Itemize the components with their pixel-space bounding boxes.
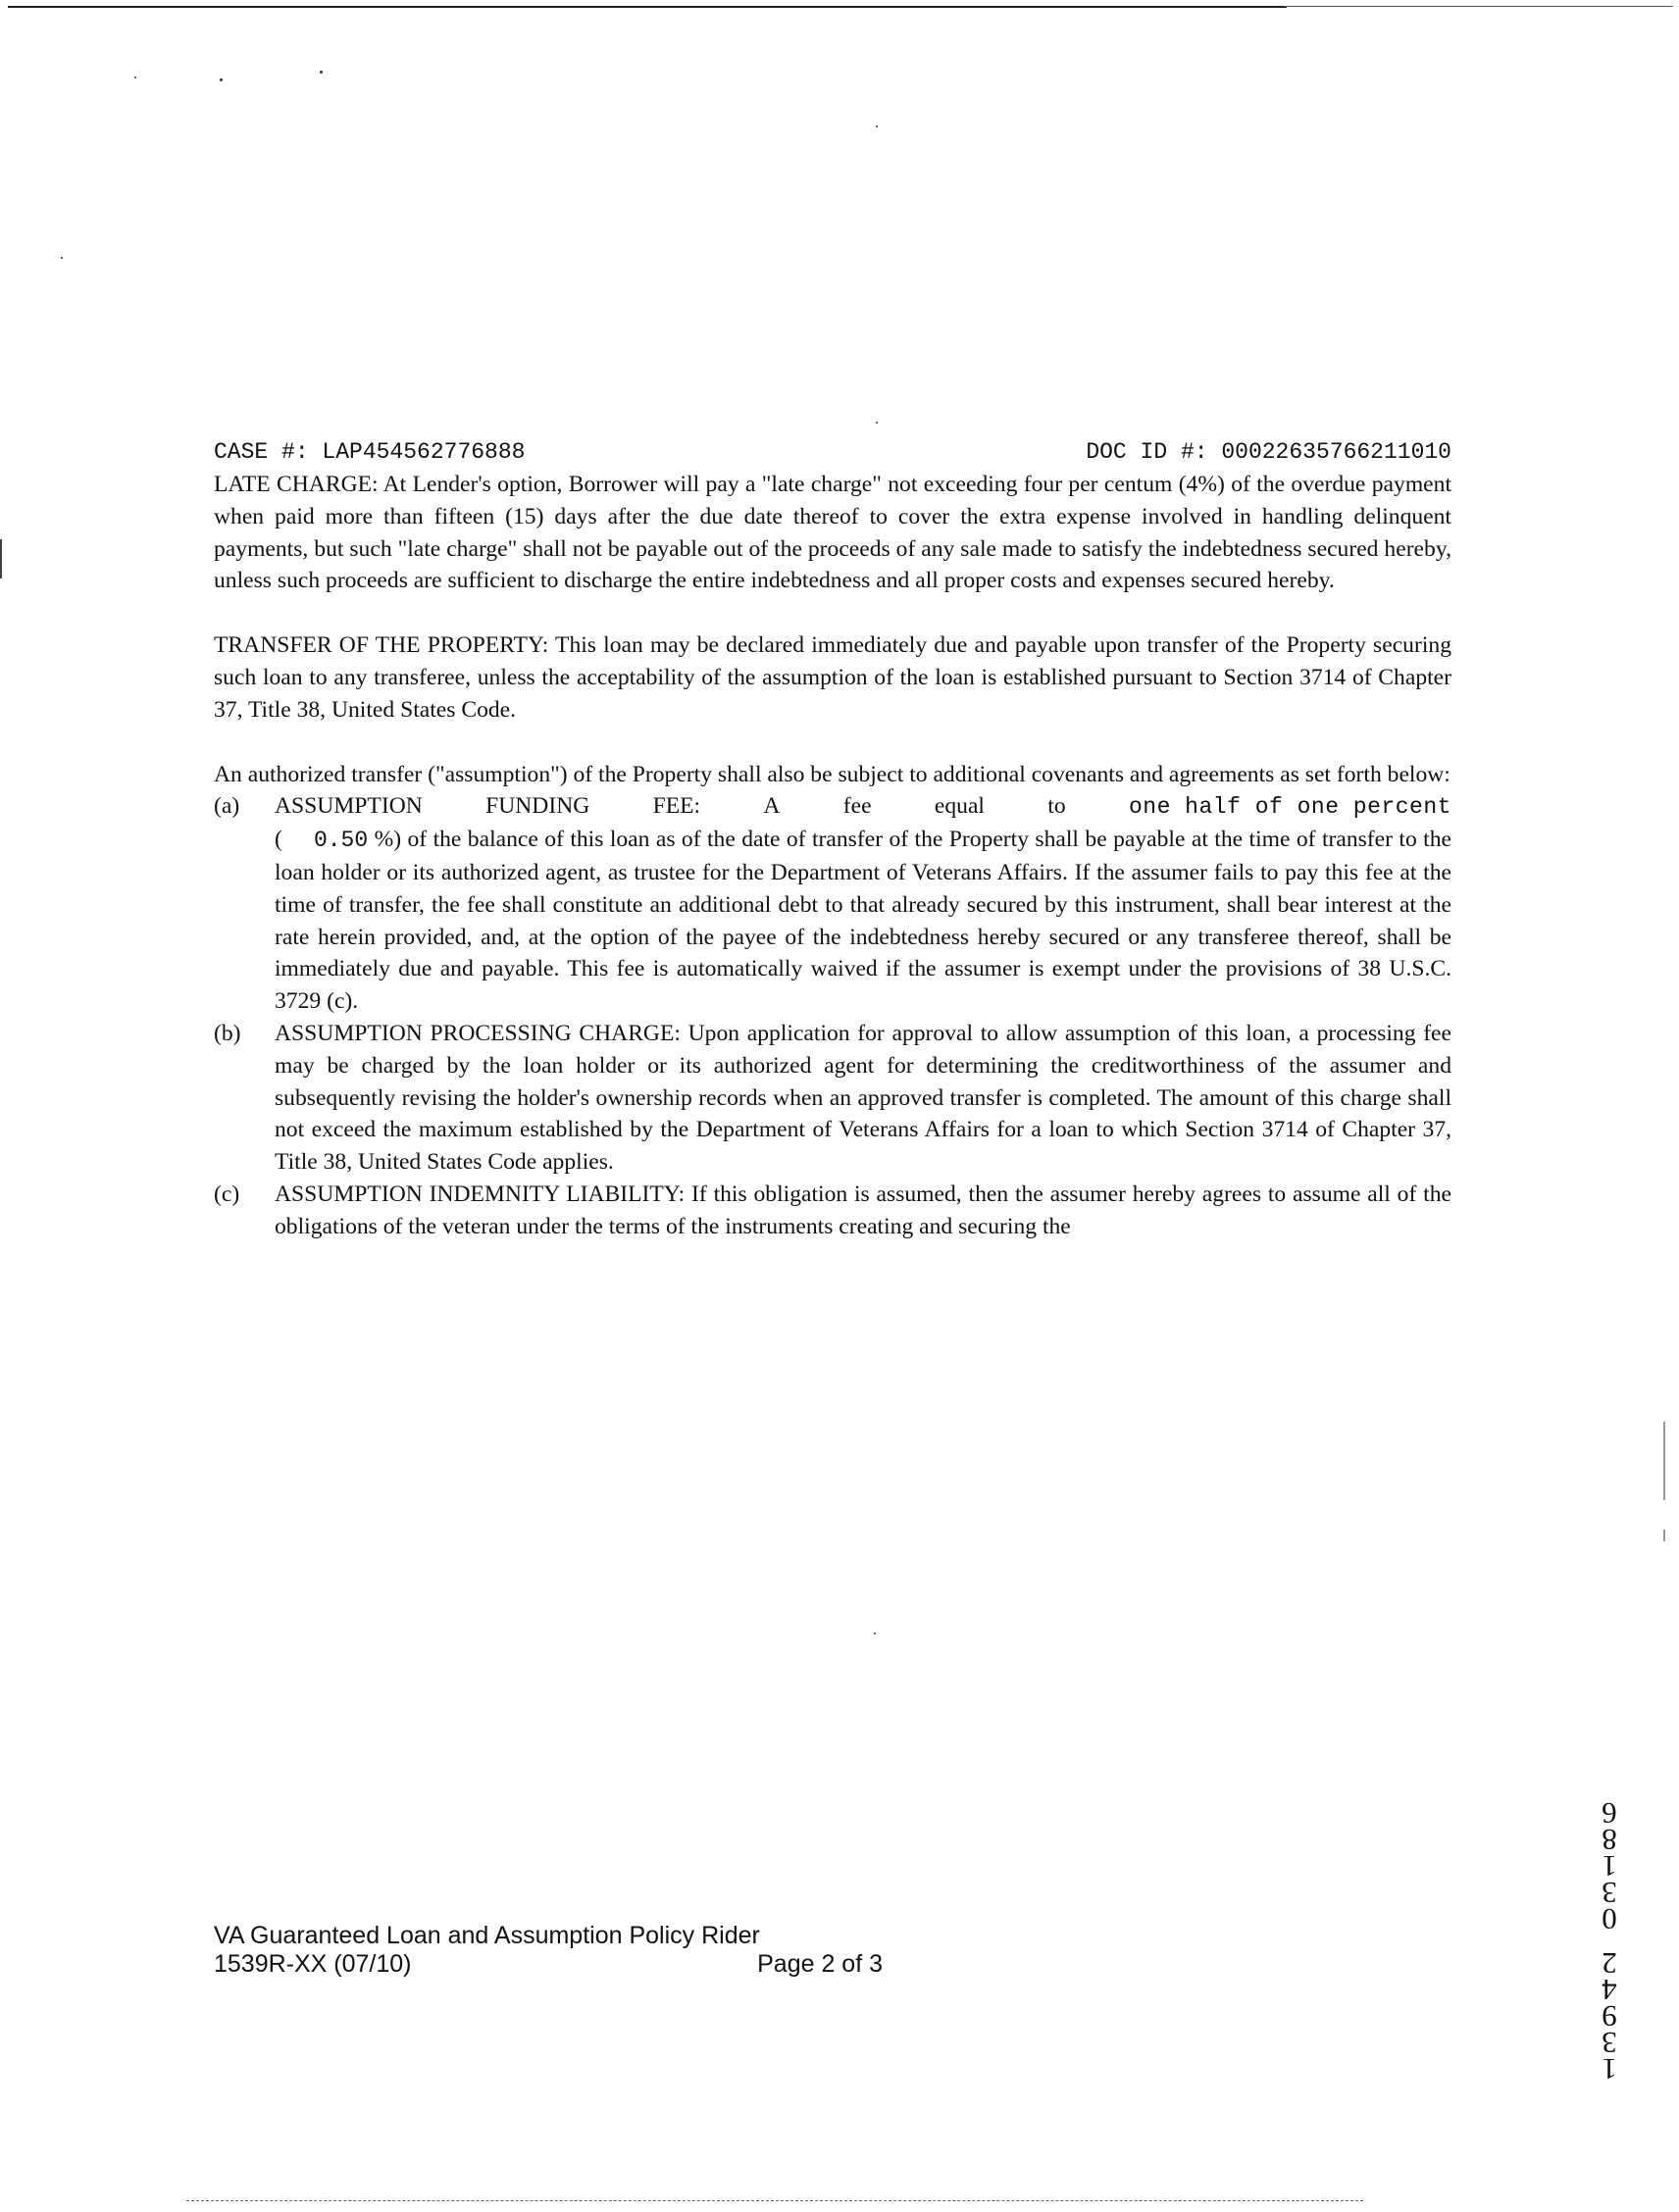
word: equal <box>934 793 985 820</box>
left-margin-mark <box>0 539 2 578</box>
list-item-label: (a) <box>214 793 240 820</box>
list-item-label: (b) <box>214 1020 241 1046</box>
side-stamp-number <box>1595 1796 1624 2086</box>
list-item-assumption-indemnity-liability <box>214 1179 1451 1243</box>
document-footer <box>214 1922 920 1979</box>
word: to <box>1047 793 1066 820</box>
stamp-digit: 2 <box>1602 1946 1617 1981</box>
funding-fee-line <box>275 790 1451 824</box>
transfer-paragraph: TRANSFER OF THE PROPERTY: This loan may be declared immediately due and payable upon transfer of the Property securing such loan to any transferee, unless the acceptability of the assumption of the loan is established pursuant to Section 3714 of Chapter 37, Title 38, United States Code. <box>214 632 1451 723</box>
top-scan-rule <box>8 6 1287 8</box>
funding-fee-text <box>275 824 1451 1018</box>
right-margin-ticks <box>1663 1422 1665 1500</box>
stamp-digit: 9 <box>1602 1999 1617 2034</box>
authorized-transfer-paragraph: An authorized transfer ("assumption") of the Property shall also be subject to additional covenants and agreements as set forth below: <box>214 761 1450 787</box>
page-number: Page 2 of 3 <box>757 1950 883 1978</box>
word: A <box>763 793 781 820</box>
scan-speck <box>874 1633 876 1634</box>
stamp-digit: 0 <box>1602 1902 1617 1936</box>
scan-speck <box>876 422 878 424</box>
stamp-digit: 3 <box>1602 1876 1617 1910</box>
case-number: CASE #: LAP454562776888 <box>214 439 526 465</box>
scan-speck <box>320 71 323 74</box>
footer-row <box>214 1950 920 1979</box>
scan-speck <box>61 257 63 259</box>
late-charge-paragraph: LATE CHARGE: At Lender's option, Borrower will pay a "late charge" not exceeding four per centum (4%) of the overdue payment when paid more than fifteen (15) days after the due date thereof to cover the extra expense involved in handling delinquent payments, but such "late charge" shall not be payable out of the proceeds of any sale made to satisfy the indebtedness secured hereby, unless such proceeds are sufficient to discharge the entire indebtedness and all proper costs and expenses secured hereby. <box>214 472 1451 594</box>
list-item-assumption-processing-charge <box>214 1018 1451 1179</box>
fee-words: one half of one percent <box>1128 794 1451 821</box>
indemnity-liability-text: ASSUMPTION INDEMNITY LIABILITY: If this obligation is assumed, then the assumer hereby agrees to assume all of the obligations of the veteran under the terms of the instruments creating and securing the <box>275 1181 1451 1239</box>
list-item-assumption-funding-fee <box>214 790 1451 1018</box>
word: fee <box>842 793 872 820</box>
scan-speck <box>134 76 136 78</box>
paren-open: ( <box>275 827 282 853</box>
document-body <box>214 469 1451 1243</box>
stamp-digit: 1 <box>1602 1849 1617 1884</box>
stamp-digit: 3 <box>1602 2026 1617 2060</box>
form-number: 1539R-XX (07/10) <box>214 1950 412 1978</box>
footer-title: VA Guaranteed Loan and Assumption Policy Rider <box>214 1922 760 1949</box>
stamp-digit: 8 <box>1602 1823 1617 1857</box>
funding-fee-body: %) of the balance of this loan as of the date of transfer of the Property shall be payable at the time of transfer to the loan holder or its authorized agent, as trustee for the Department of Veterans Affairs. If the assumer fails to pay this fee at the time of transfer, the fee shall constitute an additional debt to that already secured by this instrument, shall bear interest at the rate herein provided, and, at the option of the payee of the indebtedness hereby secured or any transferee thereof, shall be immediately due and payable. This fee is automatically waived if the assumer is exempt under the provisions of 38 U.S.C. 3729 (c). <box>275 827 1451 1015</box>
bottom-scan-rule <box>186 2200 1363 2201</box>
word: FUNDING <box>485 793 590 820</box>
word: FEE: <box>652 793 701 820</box>
word: ASSUMPTION <box>275 793 423 820</box>
stamp-digit: 6 <box>1602 1796 1617 1831</box>
stamp-digit: 1 <box>1602 2052 1617 2086</box>
top-scan-rule-right <box>1285 6 1673 7</box>
document-header <box>214 439 1451 469</box>
list-item-label: (c) <box>214 1181 240 1207</box>
doc-id: DOC ID #: 00022635766211010 <box>1086 439 1451 465</box>
right-margin-ticks <box>1663 1530 1665 1541</box>
processing-charge-text: ASSUMPTION PROCESSING CHARGE: Upon application for approval to allow assumption of this loan, a processing fee may be charged by the loan holder or its authorized agent for determining the creditworthiness of the assumer and subsequently revising the holder's ownership records when an approved transfer is completed. The amount of this charge shall not exceed the maximum established by the Department of Veterans Affairs for a loan to which Section 3714 of Chapter 37, Title 38, United States Code applies. <box>275 1020 1451 1176</box>
stamp-digit: 4 <box>1602 1973 1617 2007</box>
scan-speck <box>220 78 223 81</box>
scan-speck <box>876 126 878 127</box>
fee-percent: 0.50 <box>313 828 369 854</box>
